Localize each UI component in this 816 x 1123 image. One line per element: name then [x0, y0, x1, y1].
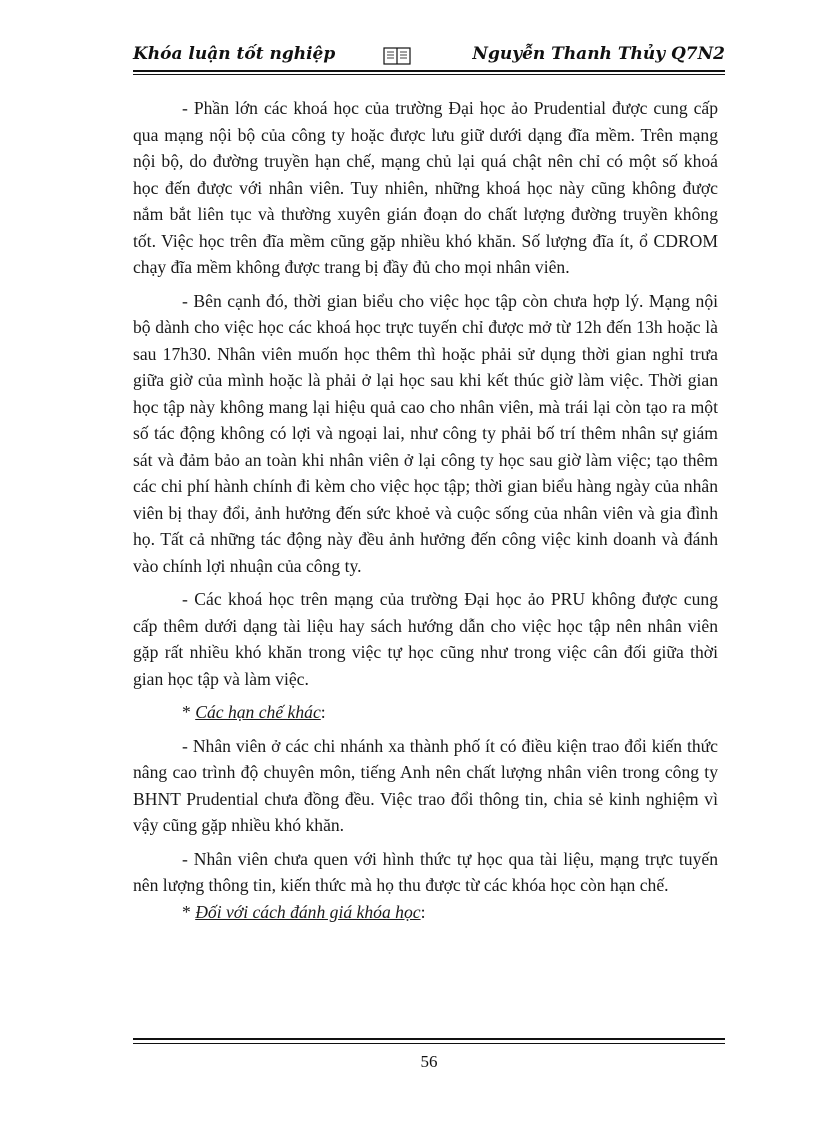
page-number: 56: [420, 1052, 438, 1071]
paragraph: - Nhân viên ở các chi nhánh xa thành phố ít có điều kiện trao đổi kiến thức nâng cao trình độ chuyên môn, tiếng Anh nên chất lượng nhân viên trong công ty BHNT Prudential chưa đồng đều. Việc trao đổi thông tin, chia sẻ kinh nghiệm vì vậy cũng gặp nhiều khó khăn.: [133, 735, 718, 835]
paragraph: - Nhân viên chưa quen với hình thức tự học qua tài liệu, mạng trực tuyến nên lượng thông tin, kiến thức mà họ thu được từ các khóa học còn hạn chế.: [133, 848, 718, 895]
subheading-other-limitations: [133, 699, 718, 726]
subheading-suffix: :: [320, 702, 326, 722]
footer-rule-thin: [133, 1043, 725, 1044]
subheading-course-evaluation: [133, 899, 718, 926]
subheading-suffix: :: [420, 901, 426, 922]
subheading-prefix: *: [182, 702, 196, 722]
book-icon: [383, 47, 411, 65]
header-rule-thin: [133, 74, 725, 75]
subheading-label: Đối với cách đánh giá khóa học: [195, 901, 421, 922]
page-header: [133, 44, 725, 72]
header-author-name: Nguyễn Thanh Thủy Q7N2: [472, 44, 725, 64]
paragraph: - Phần lớn các khoá học của trường Đại học ảo Prudential được cung cấp qua mạng nội bộ của công ty hoặc được lưu giữ dưới dạng đĩa mềm. Trên mạng nội bộ, do đường truyền hạn chế, mạng chủ lại quá chật nên chỉ có một số khoá học đến được với nhân viên. Tuy nhiên, những khoá học này cũng không được nắm bắt liên tục và thường xuyên gián đoạn do chất lượng đường truyền không tốt. Việc học trên đĩa mềm cũng gặp nhiều khó khăn. Số lượng đĩa ít, ổ CDROM chạy đĩa mềm không được trang bị đầy đủ cho mọi nhân viên.: [133, 98, 718, 277]
paragraph: - Bên cạnh đó, thời gian biểu cho việc học tập còn chưa hợp lý. Mạng nội bộ dành cho việc học các khoá học trực tuyến chỉ được mở từ 12h đến 13h hoặc là sau 17h30. Nhân viên muốn học thêm thì hoặc phải sử dụng thời gian nghỉ trưa giữa giờ của mình hoặc là phải ở lại học sau khi kết thúc giờ làm việc. Thời gian học tập này không mang lại hiệu quả cao cho nhân viên, mà trái lại còn tạo ra một số tác động không có lợi và ngoại lai, như công ty phải bố trí thêm nhân sự giám sát và đảm bảo an toàn khi nhân viên ở lại công ty học sau giờ làm việc; tạo thêm các chi phí hành chính đi kèm cho việc học tập; thời gian biểu hàng ngày của nhân viên bị thay đổi, ảnh hưởng đến sức khoẻ và cuộc sống của nhân viên và gia đình họ. Tất cả những tác động này đều ảnh hưởng đến công việc kinh doanh và đánh vào chính lợi nhuận của công ty.: [133, 290, 718, 576]
body-text: [133, 95, 718, 932]
header-thesis-title: Khóa luận tốt nghiệp: [133, 44, 336, 64]
subheading-label: Các hạn chế khác: [195, 702, 321, 722]
header-rule-thick: [133, 70, 725, 72]
paragraph: - Các khoá học trên mạng của trường Đại học ảo PRU không được cung cấp thêm dưới dạng tài liệu hay sách hướng dẫn cho việc học tập nên nhân viên gặp rất nhiều khó khăn trong việc tự học cũng như trong việc cân đối giữa thời gian học tập và làm việc.: [133, 589, 718, 689]
footer-rule-thick: [133, 1038, 725, 1040]
subheading-prefix: *: [182, 901, 196, 922]
